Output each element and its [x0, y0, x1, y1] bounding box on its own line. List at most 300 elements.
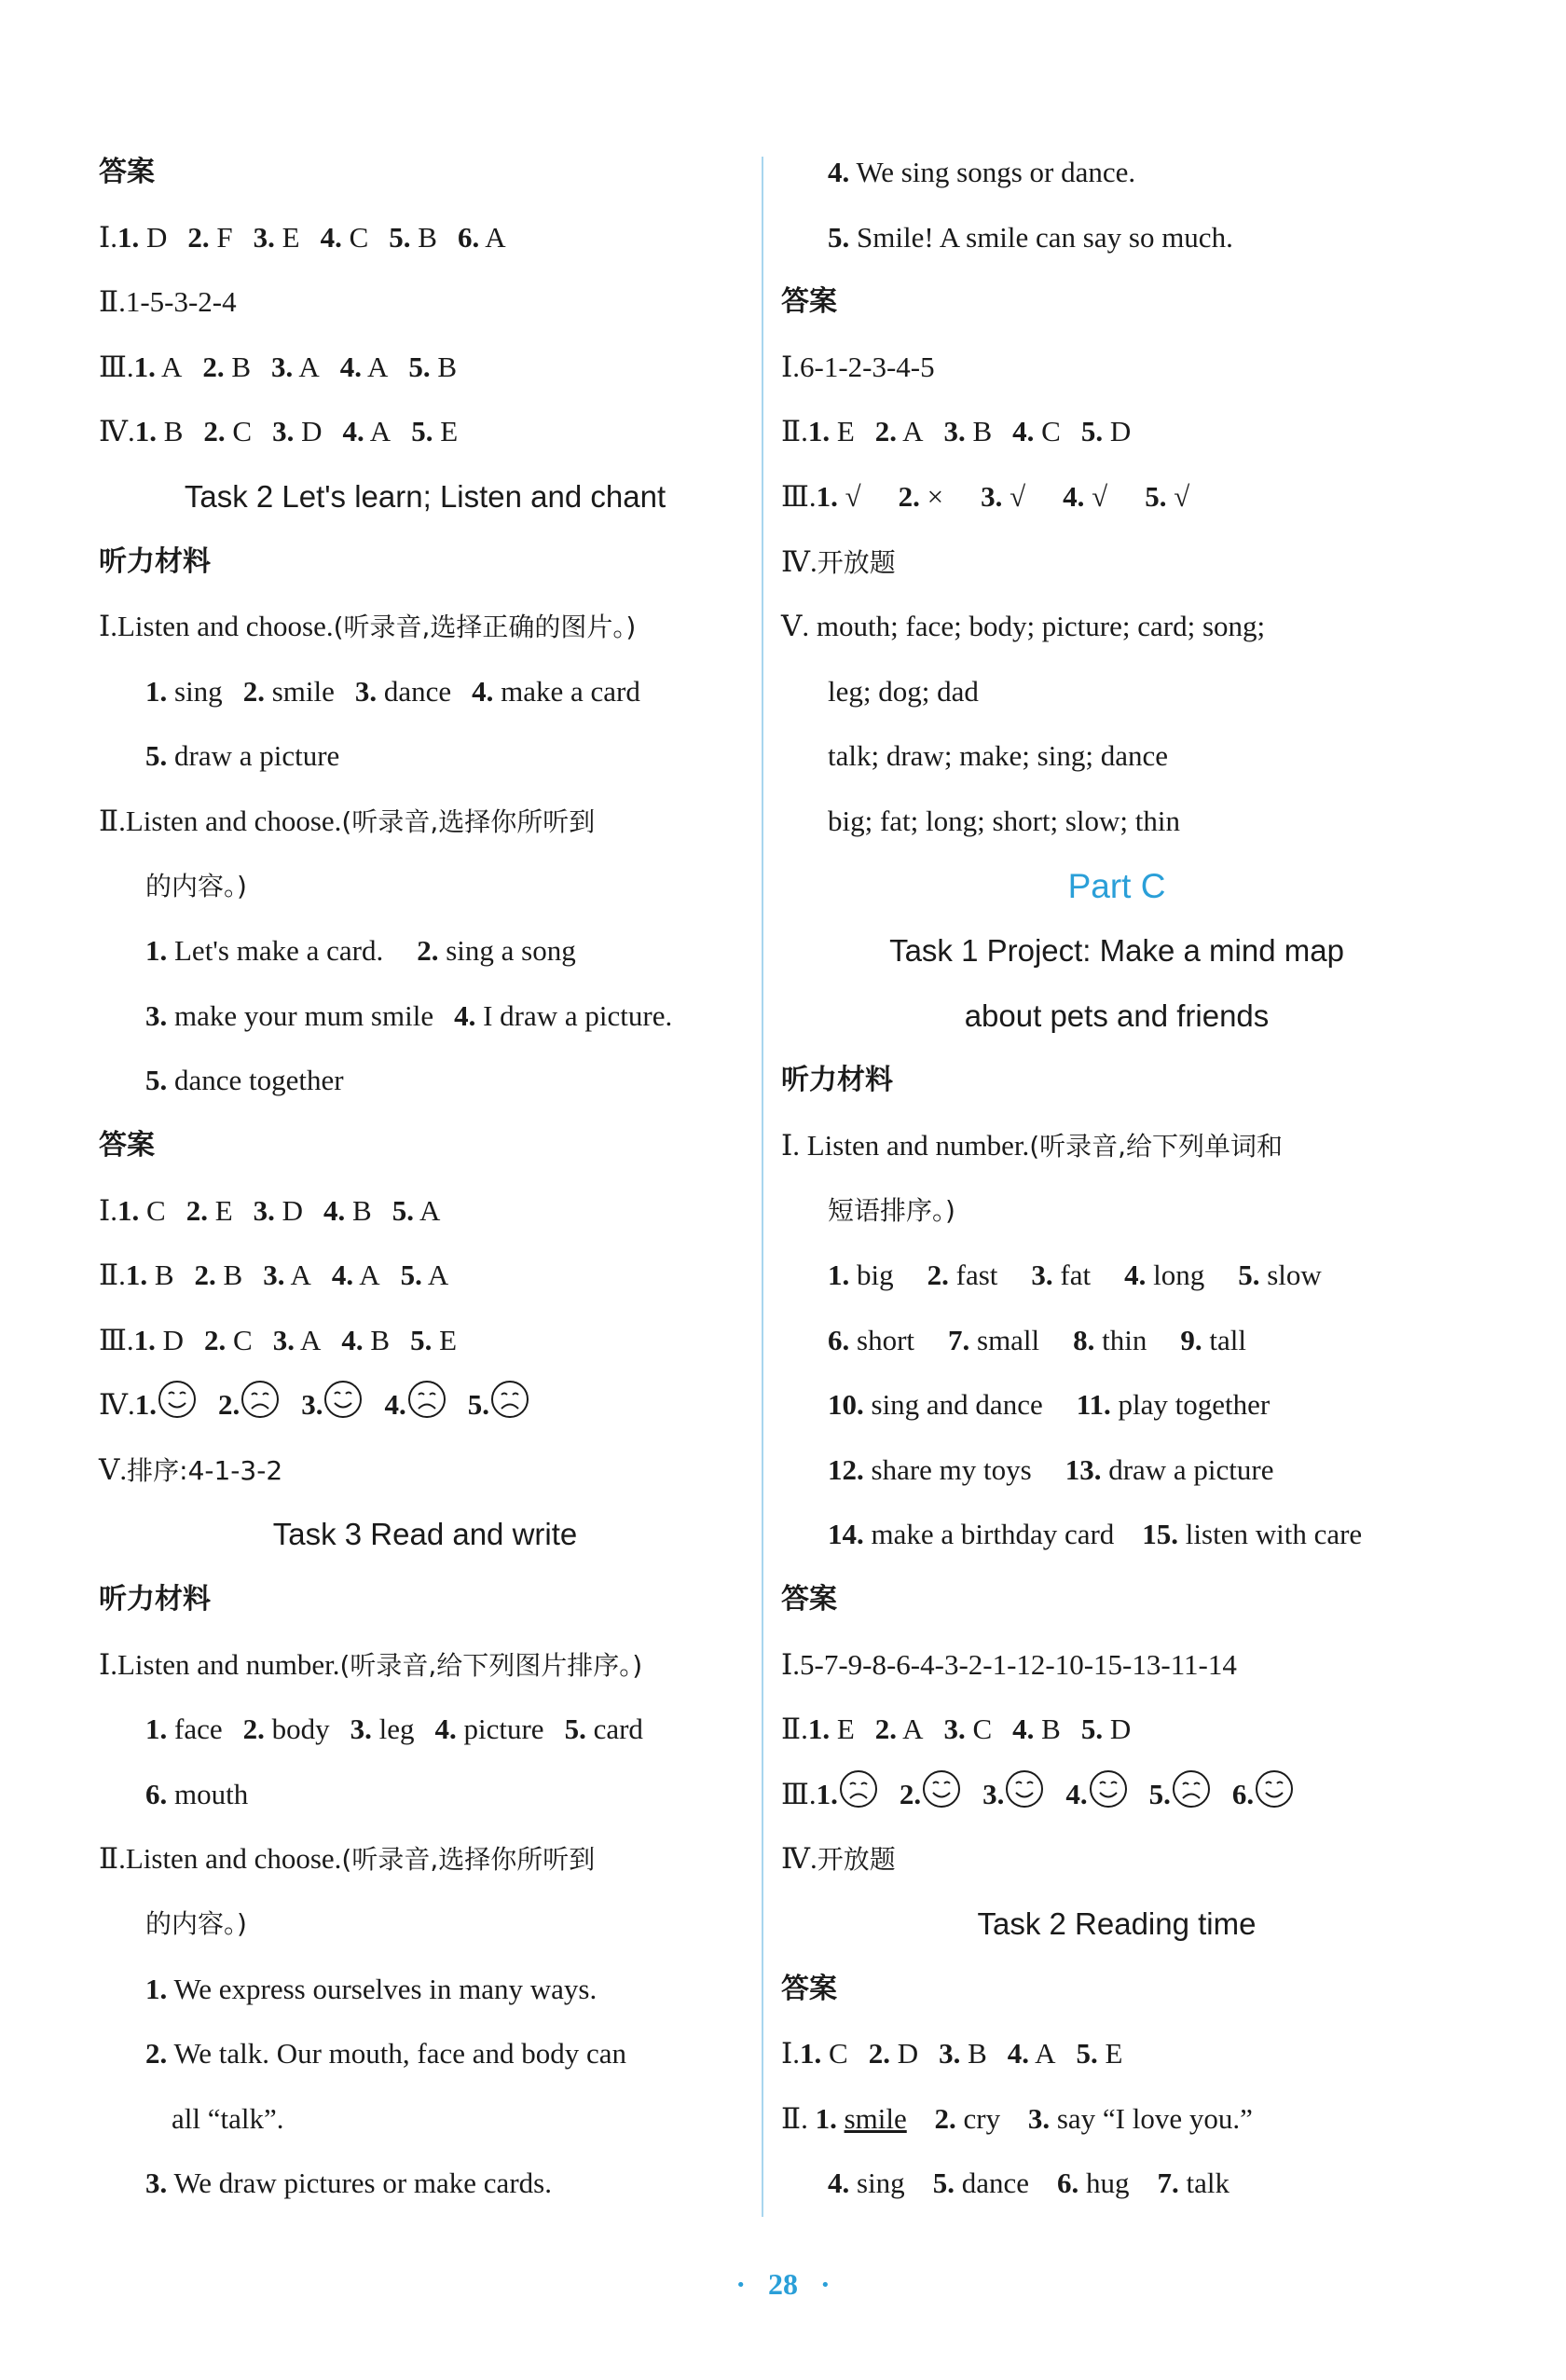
question-line — [99, 1632, 751, 1698]
roman-numeral: Ⅰ. — [781, 1128, 800, 1162]
sentence-text: We talk. Our mouth, face and body can — [173, 2037, 627, 2070]
item-number: 1. — [134, 415, 157, 448]
item-number: 14. — [828, 1518, 864, 1551]
answer-item — [875, 399, 924, 464]
answer-value: picture — [463, 1713, 544, 1746]
answer-item — [828, 1438, 1032, 1503]
answer-value: B — [370, 1323, 391, 1356]
item-number: 5. — [828, 220, 850, 254]
answer-item — [254, 1178, 303, 1244]
item-number: 2. — [868, 2037, 890, 2070]
item-number: 2. — [194, 1259, 216, 1292]
answer-item — [1028, 2086, 1253, 2152]
item-number: 3. — [253, 220, 275, 254]
answer-row — [781, 1826, 1452, 1892]
item-number: 6. — [145, 1777, 168, 1810]
answer-value: thin — [1102, 1323, 1147, 1356]
answer-item — [1012, 1697, 1061, 1762]
answer-item — [1180, 1308, 1246, 1373]
answer-value: √ — [1092, 479, 1108, 513]
answer-value: make your mum smile — [174, 998, 434, 1032]
answer-item — [204, 1308, 253, 1373]
answer-value: hug — [1085, 2167, 1130, 2200]
listening-heading: 听力材料 — [99, 544, 211, 578]
answer-item — [410, 1308, 457, 1373]
item-number: 1. — [816, 479, 838, 513]
item-number: 1. — [133, 1323, 156, 1356]
answer-value: √ — [1174, 479, 1190, 513]
item-number: 2. — [898, 479, 920, 513]
answer-item — [1142, 1502, 1362, 1567]
answer-row — [99, 205, 751, 270]
answer-value: D — [1109, 415, 1132, 448]
word-list: mouth; face; body; picture; card; song; — [816, 610, 1266, 643]
item-number: 2. — [934, 2101, 956, 2135]
item-number: 5. — [1145, 479, 1167, 513]
answer-row — [781, 335, 1452, 400]
item-number: 3. — [253, 1193, 275, 1227]
item-line — [781, 2151, 1452, 2216]
face-answer — [1149, 1762, 1212, 1827]
answer-item — [458, 205, 506, 270]
page-number — [0, 2267, 1566, 2302]
answer-value: C — [1041, 415, 1061, 448]
answer-value: C — [972, 1713, 993, 1746]
item-number: 5. — [564, 1713, 586, 1746]
smile-face-icon — [323, 1379, 364, 1420]
answer-item — [117, 205, 167, 270]
sad-face-icon — [406, 1379, 447, 1420]
item-number: 13. — [1065, 1452, 1102, 1486]
answer-item — [145, 984, 433, 1049]
item-number: 6. — [1231, 1777, 1255, 1810]
answer-item — [145, 918, 383, 984]
answer-row — [99, 269, 751, 335]
item-line — [99, 918, 751, 984]
item-number: 5. — [1080, 415, 1104, 448]
item-number: 4. — [1012, 415, 1035, 448]
item-line — [99, 984, 751, 1049]
answer-value: A — [290, 1259, 311, 1292]
answer-value: A — [359, 1259, 380, 1292]
answer-item — [254, 205, 300, 270]
answer-item — [145, 723, 339, 789]
answer-item — [1238, 1243, 1322, 1308]
answer-item — [389, 205, 437, 270]
item-number: 1. — [815, 2101, 837, 2135]
roman-numeral: Ⅲ. — [781, 479, 817, 513]
answer-value: E — [1105, 2037, 1123, 2070]
answer-heading: 答案 — [781, 1972, 837, 2005]
item-number: 4. — [828, 2167, 850, 2200]
answer-item — [1081, 1697, 1131, 1762]
item-number: 3. — [943, 415, 966, 448]
item-number: 12. — [828, 1452, 864, 1486]
item-line — [781, 1243, 1452, 1308]
answer-row — [781, 1632, 1452, 1698]
answer-item — [202, 335, 251, 400]
answer-value: play together — [1118, 1388, 1271, 1422]
item-number: 4. — [828, 156, 850, 188]
answer-value: B — [1041, 1713, 1061, 1746]
item-line — [781, 1372, 1452, 1438]
instruction-cn: (听录音,选择正确的图片。) — [333, 612, 637, 643]
sentence-text: We express ourselves in many ways. — [173, 1972, 598, 2005]
answer-value: A — [419, 1193, 441, 1227]
answer-row — [781, 594, 1452, 659]
item-number: 1. — [133, 350, 156, 383]
item-number: 3. — [350, 1713, 372, 1746]
answer-row — [99, 1178, 751, 1244]
roman-numeral: Ⅳ. — [781, 1842, 817, 1876]
answer-value: face — [174, 1713, 223, 1746]
item-number: 8. — [1073, 1323, 1095, 1356]
answer-value: fat — [1060, 1259, 1092, 1292]
answer-value: card — [593, 1713, 643, 1746]
answer-item — [875, 1697, 924, 1762]
item-number: 5. — [467, 1388, 489, 1422]
answer-value: long — [1153, 1259, 1205, 1292]
answer-value: × — [927, 479, 944, 513]
answer-row — [781, 1697, 1452, 1762]
task-title: Task 1 Project: Make a mind map — [889, 933, 1344, 969]
listening-heading: 听力材料 — [781, 1064, 893, 1097]
answer-row — [781, 464, 1452, 530]
answer-item — [1077, 1372, 1271, 1438]
item-number: 1. — [807, 1713, 831, 1746]
answer-value: share my toys — [871, 1452, 1032, 1486]
sad-face-icon — [838, 1768, 879, 1809]
answer-value: B — [154, 1259, 174, 1292]
item-line — [781, 1308, 1452, 1373]
answer-value: sing a song — [446, 934, 576, 968]
item-number: 2. — [927, 1259, 949, 1292]
answer-value: D — [162, 1323, 185, 1356]
item-number: 4. — [472, 674, 494, 708]
answer-value: leg — [378, 1713, 415, 1746]
instruction-en: Listen and number. — [806, 1128, 1030, 1162]
answer-value: E — [836, 1713, 855, 1746]
answer-value: E — [439, 1323, 458, 1356]
item-number: 5. — [932, 2167, 955, 2200]
answer-value: C — [349, 220, 369, 254]
sad-face-icon — [1171, 1768, 1212, 1809]
sentence-line — [99, 2151, 751, 2216]
face-answer — [301, 1372, 364, 1438]
answer-value: E — [836, 415, 855, 448]
answer-item — [808, 399, 855, 464]
item-number: 4. — [323, 1193, 346, 1227]
answer-item — [271, 335, 320, 400]
answer-item — [186, 1178, 233, 1244]
page-number-text: 28 — [768, 2267, 798, 2301]
answer-value: A — [902, 415, 924, 448]
item-number: 4. — [1063, 479, 1085, 513]
answer-sequence: 1-5-3-2-4 — [125, 285, 237, 319]
answer-value: cry — [963, 2101, 1001, 2135]
roman-numeral: Ⅰ. — [781, 350, 800, 383]
item-number: 1. — [117, 220, 140, 254]
item-line — [781, 1438, 1452, 1503]
item-number: 7. — [1157, 2167, 1179, 2200]
sentence-text: Smile! A smile can say so much. — [857, 220, 1233, 254]
item-number: 4. — [341, 1323, 364, 1356]
item-number: 1. — [145, 934, 168, 968]
word-list: big; fat; long; short; slow; thin — [828, 804, 1181, 837]
item-number: 5. — [392, 1193, 414, 1227]
question-line — [781, 1113, 1452, 1178]
item-number: 6. — [828, 1323, 850, 1356]
answer-item — [321, 205, 369, 270]
answer-row — [99, 399, 751, 464]
item-number: 3. — [982, 1777, 1005, 1810]
answer-value: D — [282, 1193, 304, 1227]
answer-item — [273, 1308, 322, 1373]
answer-item — [243, 1697, 330, 1762]
answer-sequence: 6-1-2-3-4-5 — [800, 350, 935, 383]
answer-item — [145, 659, 223, 724]
answer-value: D — [1109, 1713, 1132, 1746]
item-line — [99, 659, 751, 724]
instruction-cn: (听录音,给下列单词和 — [1029, 1130, 1284, 1162]
answer-item — [1145, 464, 1189, 530]
answer-item — [408, 335, 457, 400]
answer-row — [99, 1243, 751, 1308]
roman-numeral: Ⅰ. — [99, 1193, 117, 1227]
answer-item — [411, 399, 458, 464]
item-number: 2. — [417, 934, 439, 968]
answer-value: A — [160, 350, 183, 383]
answer-value: fast — [955, 1259, 998, 1292]
item-number: 5. — [410, 1323, 433, 1356]
item-number: 3. — [301, 1388, 323, 1422]
item-number: 1. — [117, 1193, 140, 1227]
answer-item — [1008, 2021, 1056, 2086]
answer-value: draw a picture — [174, 739, 340, 773]
item-number: 3. — [145, 2167, 168, 2200]
answer-value: C — [232, 415, 253, 448]
sentence-line-cont: all “talk”. — [172, 2101, 284, 2135]
item-line — [781, 1502, 1452, 1567]
answer-value: √ — [1010, 479, 1026, 513]
roman-numeral: Ⅳ. — [99, 415, 135, 448]
part-title: Part C — [1067, 866, 1166, 905]
item-number: 7. — [948, 1323, 970, 1356]
answer-value: B — [352, 1193, 372, 1227]
answer-item — [332, 1243, 380, 1308]
item-number: 2. — [874, 1713, 898, 1746]
roman-numeral: Ⅱ. — [781, 2101, 808, 2135]
roman-numeral: Ⅱ. — [99, 804, 126, 837]
answer-heading: 答案 — [781, 285, 837, 319]
answer-item — [828, 1308, 914, 1373]
roman-numeral: Ⅲ. — [99, 350, 134, 383]
item-number: 4. — [384, 1388, 406, 1422]
answer-value: A — [485, 220, 506, 254]
instruction-cn: (听录音,选择你所听到 — [341, 805, 596, 837]
roman-numeral: Ⅴ. — [781, 610, 810, 643]
instruction-cn: (听录音,选择你所听到 — [341, 1844, 596, 1876]
answer-item — [1076, 2021, 1122, 2086]
instruction-en: Listen and choose. — [125, 1842, 342, 1876]
item-number: 5. — [1080, 1713, 1104, 1746]
instruction-en: Listen and choose. — [125, 804, 342, 837]
answer-item — [939, 2021, 987, 2086]
answer-item — [565, 1697, 643, 1762]
answer-item — [1157, 2151, 1229, 2216]
question-line — [99, 1826, 751, 1892]
roman-numeral: Ⅲ. — [99, 1323, 134, 1356]
answer-value: slow — [1267, 1259, 1322, 1292]
answer-item — [943, 399, 992, 464]
answer-value: I draw a picture. — [483, 998, 673, 1032]
answer-item — [145, 1048, 344, 1113]
answer-item — [948, 1308, 1039, 1373]
answer-item — [187, 205, 232, 270]
answer-value: small — [977, 1323, 1040, 1356]
underlined-answer: smile — [844, 2101, 907, 2135]
item-number: 4. — [434, 1713, 457, 1746]
answer-value: dance — [383, 674, 452, 708]
answer-item — [816, 2086, 907, 2152]
roman-numeral: Ⅳ. — [99, 1388, 135, 1422]
answer-item — [392, 1178, 441, 1244]
sentence-text: We sing songs or dance. — [856, 156, 1136, 188]
answer-item — [355, 659, 451, 724]
answer-item — [417, 918, 576, 984]
word-list: talk; draw; make; sing; dance — [828, 739, 1168, 773]
face-answer — [135, 1372, 198, 1438]
answer-item — [1065, 1438, 1274, 1503]
roman-numeral: Ⅲ. — [781, 1777, 817, 1810]
roman-numeral: Ⅱ. — [99, 1842, 126, 1876]
sentence-line — [781, 140, 1452, 205]
item-number: 3. — [271, 350, 294, 383]
answer-item — [935, 2086, 1001, 2152]
listening-heading: 听力材料 — [99, 1583, 211, 1616]
answer-item — [1031, 1243, 1091, 1308]
item-number: 5. — [1238, 1259, 1260, 1292]
item-number: 11. — [1076, 1388, 1111, 1422]
answer-value: big — [857, 1259, 894, 1292]
answer-value: B — [163, 415, 184, 448]
open-question-text: 开放题 — [817, 546, 896, 578]
answer-value: B — [223, 1259, 243, 1292]
answer-value: E — [214, 1193, 233, 1227]
answer-value: make a card — [501, 674, 640, 708]
item-number: 2. — [242, 674, 265, 708]
item-number: 5. — [389, 220, 411, 254]
instruction-cn-cont: 的内容。) — [145, 1908, 247, 1940]
item-number: 4. — [1065, 1777, 1088, 1810]
smile-face-icon — [1254, 1768, 1295, 1809]
item-number: 4. — [454, 998, 476, 1032]
face-answer — [468, 1372, 530, 1438]
item-number: 15. — [1142, 1518, 1179, 1551]
answer-item — [1124, 1243, 1204, 1308]
item-number: 4. — [1012, 1713, 1035, 1746]
item-number: 10. — [828, 1388, 864, 1422]
answer-value: dance together — [174, 1064, 344, 1097]
answer-value: talk — [1186, 2167, 1229, 2200]
roman-numeral: Ⅳ. — [781, 544, 817, 578]
answer-row — [99, 1438, 751, 1503]
answer-item — [828, 1243, 894, 1308]
answer-value: dance — [961, 2167, 1029, 2200]
answer-value: E — [440, 415, 459, 448]
open-question-text: 开放题 — [817, 1844, 896, 1876]
face-answer — [1065, 1762, 1128, 1827]
face-answer — [900, 1762, 962, 1827]
word-list: leg; dog; dad — [828, 674, 979, 708]
answer-item — [135, 399, 184, 464]
answer-value: E — [282, 220, 300, 254]
item-number: 1. — [145, 1713, 168, 1746]
answer-value: D — [897, 2037, 919, 2070]
instruction-en: Listen and number. — [117, 1647, 340, 1681]
item-line — [99, 1762, 751, 1827]
answer-value: say “I love you.” — [1056, 2101, 1253, 2135]
sentence-line — [781, 205, 1452, 270]
answer-item — [263, 1243, 311, 1308]
sad-face-icon — [489, 1379, 530, 1420]
answer-item — [350, 1697, 415, 1762]
answer-item — [899, 464, 943, 530]
item-number: 3. — [263, 1259, 285, 1292]
smile-face-icon — [921, 1768, 962, 1809]
answer-item — [943, 1697, 992, 1762]
question-line — [99, 594, 751, 659]
answer-item — [434, 1697, 543, 1762]
answer-item — [272, 399, 322, 464]
item-number: 5. — [145, 1064, 168, 1097]
answer-value: A — [298, 350, 320, 383]
face-answer — [218, 1372, 281, 1438]
roman-numeral: Ⅱ. — [781, 1713, 808, 1746]
answer-item — [134, 335, 183, 400]
answer-value: A — [1035, 2037, 1056, 2070]
answer-item — [145, 1762, 248, 1827]
item-number: 2. — [242, 1713, 265, 1746]
answer-item — [1081, 399, 1131, 464]
item-number: 5. — [1076, 2037, 1098, 2070]
right-column — [781, 140, 1452, 2216]
answer-heading: 答案 — [99, 156, 155, 188]
item-number: 6. — [457, 220, 480, 254]
answer-value: C — [233, 1323, 253, 1356]
item-number: 1. — [816, 1777, 838, 1810]
instruction-cn: (听录音,给下列图片排序。) — [339, 1649, 643, 1681]
answer-value: mouth — [174, 1777, 249, 1810]
answer-value: √ — [845, 479, 861, 513]
answer-value: A — [369, 415, 392, 448]
face-answer — [817, 1762, 879, 1827]
item-number: 3. — [1027, 2101, 1051, 2135]
answer-item — [341, 1308, 390, 1373]
answer-value: A — [902, 1713, 924, 1746]
answer-value: make a birthday card — [871, 1518, 1115, 1551]
answer-sequence: 5-7-9-8-6-4-3-2-1-12-10-15-13-11-14 — [800, 1647, 1237, 1681]
item-number: 4. — [1124, 1259, 1147, 1292]
item-number: 3. — [145, 998, 168, 1032]
item-number: 5. — [400, 1259, 422, 1292]
item-line — [99, 1048, 751, 1113]
sentence-line — [99, 1957, 751, 2022]
answer-value: sing — [857, 2167, 905, 2200]
item-number: 1. — [145, 1972, 168, 2005]
face-answer-row — [781, 1762, 1452, 1827]
answer-row — [781, 399, 1452, 464]
